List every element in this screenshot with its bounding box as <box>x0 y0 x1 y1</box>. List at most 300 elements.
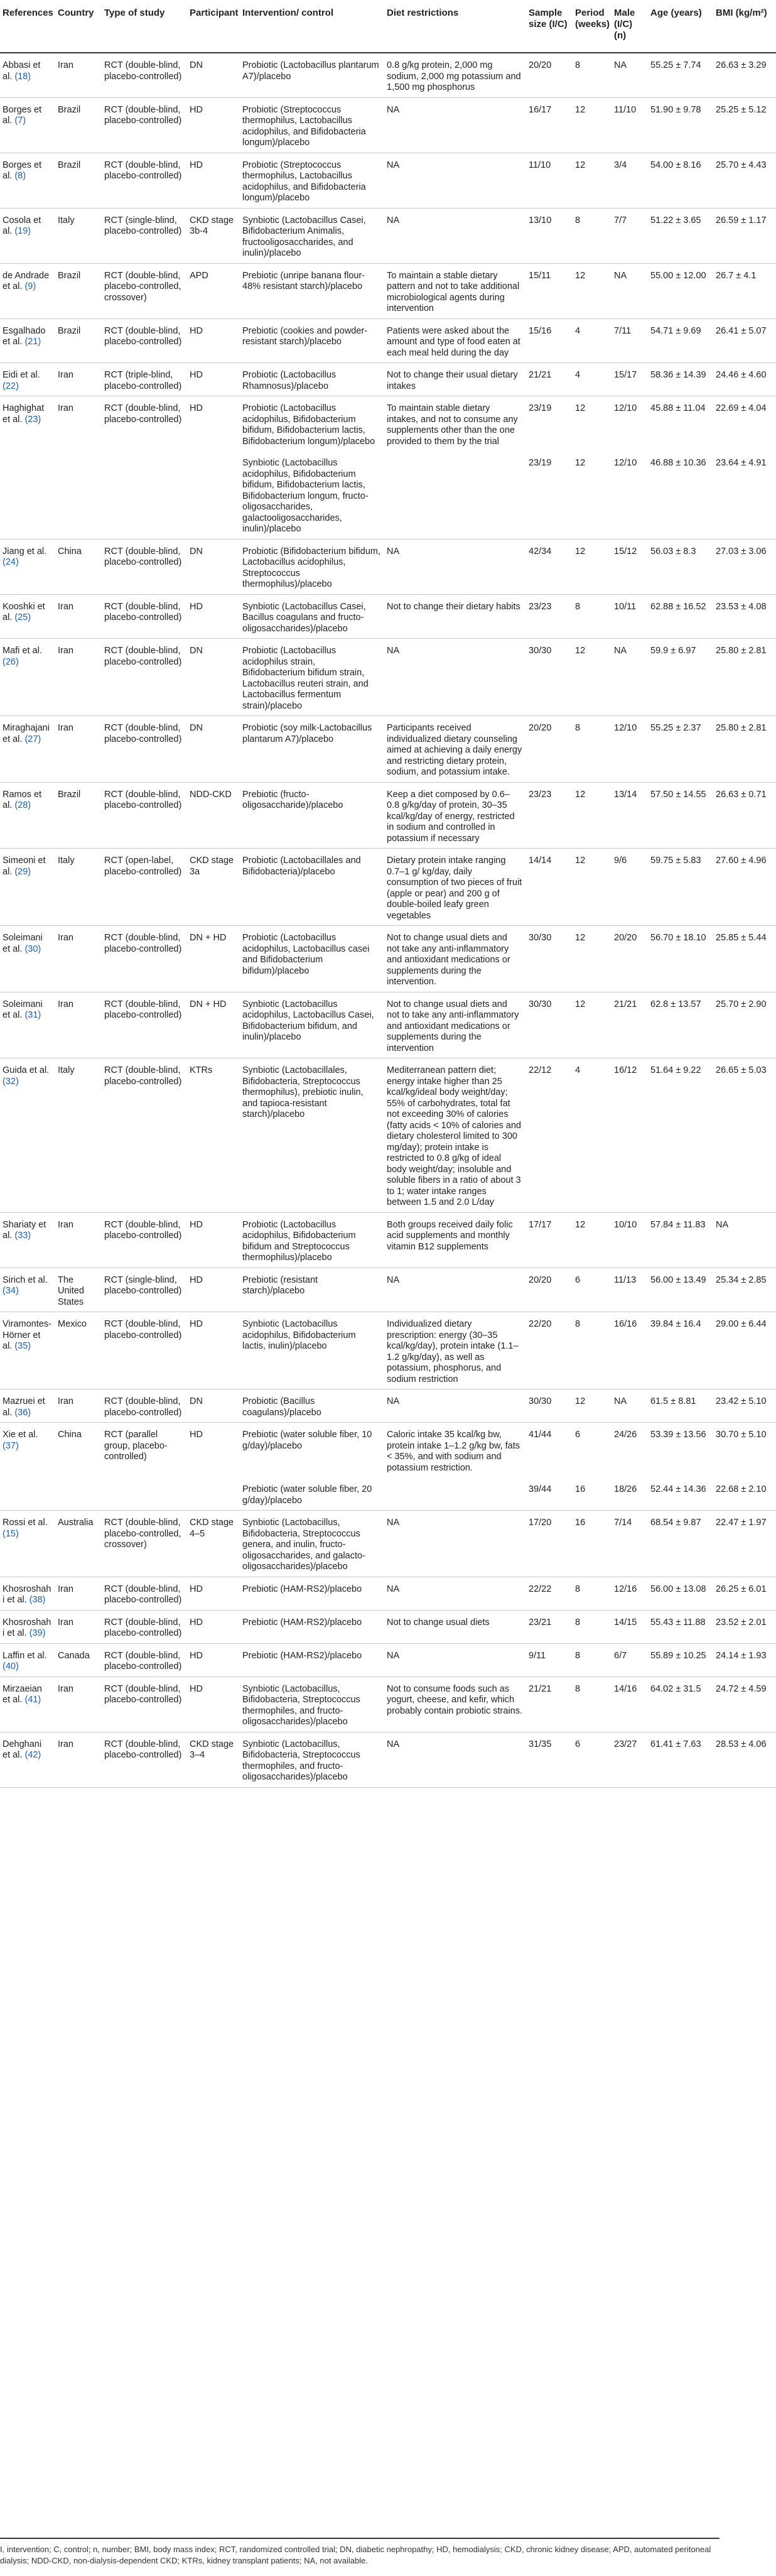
cell-sample-size: 39/44 <box>526 1477 573 1511</box>
cell-male: NA <box>612 639 648 716</box>
cell-male: 20/20 <box>612 926 648 992</box>
cell-intervention: Synbiotic (Lactobacillales, Bifidobacteria, Streptococcus thermophilus), prebiotic inulin, and tapioca-resistant starch)/placebo <box>240 1058 384 1213</box>
cell-sample-size: 20/20 <box>526 716 573 783</box>
reference-author: Esgalhado et al. <box>3 325 46 347</box>
cell-study-type: RCT (double-blind, placebo-controlled) <box>102 1732 187 1787</box>
cell-reference <box>0 363 55 396</box>
citation-link[interactable]: (9) <box>24 281 36 291</box>
cell-study-type: RCT (double-blind, placebo-controlled) <box>102 1643 187 1677</box>
cell-age: 61.41 ± 7.63 <box>648 1732 713 1787</box>
citation-link[interactable]: (18) <box>14 71 31 82</box>
cell-age: 56.03 ± 8.3 <box>648 539 713 594</box>
cell-period: 4 <box>573 318 612 363</box>
cell-bmi: 28.53 ± 4.06 <box>713 1732 776 1787</box>
table-row <box>0 1423 776 1478</box>
cell-intervention: Probiotic (Lactobacillus Rhamnosus)/placebo <box>240 363 384 396</box>
cell-study-type: RCT (double-blind, placebo-controlled, crossover) <box>102 263 187 318</box>
cell-reference <box>0 1312 55 1389</box>
cell-country: Italy <box>55 849 102 926</box>
reference-author: Abbasi et al. <box>3 60 41 82</box>
cell-participant: HD <box>187 363 240 396</box>
cell-study-type: RCT (parallel group, placebo-controlled) <box>104 1430 168 1462</box>
reference-author: Soleimani et al. <box>3 999 43 1020</box>
cell-study-type: RCT (double-blind, placebo-controlled) <box>102 153 187 208</box>
cell-study-type: RCT (double-blind, placebo-controlled) <box>102 1058 187 1213</box>
cell-diet: NA <box>384 1268 526 1312</box>
cell-diet: Participants received individualized dietary counseling aimed at achieving a daily energy and restricting dietary protein, sodium, and potassium intake. <box>384 716 526 783</box>
cell-study-type: RCT (double-blind, placebo-controlled) <box>102 539 187 594</box>
cell-sample-size: 11/10 <box>526 153 573 208</box>
cell-participant: KTRs <box>187 1058 240 1213</box>
cell-participant: CKD stage 3a <box>187 849 240 926</box>
cell-country: Brazil <box>55 782 102 849</box>
citation-link[interactable]: (38) <box>29 1595 46 1605</box>
cell-intervention: Prebiotic (HAM-RS2)/placebo <box>240 1577 384 1610</box>
cell-sample-size: 15/11 <box>526 263 573 318</box>
cell-participant: CKD stage 3–4 <box>187 1732 240 1787</box>
cell-country: Iran <box>55 1677 102 1732</box>
cell-reference <box>0 1643 55 1677</box>
cell-sample-size: 17/17 <box>526 1212 573 1268</box>
cell-male: 11/13 <box>612 1268 648 1312</box>
cell-diet <box>384 451 526 539</box>
cell-study-type: RCT (double-blind, placebo-controlled) <box>102 639 187 716</box>
citation-link[interactable]: (39) <box>29 1628 46 1638</box>
cell-study-type: RCT (double-blind, placebo-controlled) <box>102 1610 187 1643</box>
citation-link[interactable]: (19) <box>14 226 31 236</box>
cell-bmi: 22.47 ± 1.97 <box>713 1511 776 1577</box>
cell-intervention: Prebiotic (resistant starch)/placebo <box>240 1268 384 1312</box>
cell-study-type: RCT (double-blind, placebo-controlled) <box>102 926 187 992</box>
cell-diet: NA <box>384 639 526 716</box>
citation-link[interactable]: (29) <box>14 866 31 877</box>
cell-period: 12 <box>573 451 612 539</box>
citation-link[interactable]: (8) <box>14 171 26 181</box>
citation-link[interactable]: (42) <box>24 1750 41 1760</box>
cell-male: 7/7 <box>612 208 648 263</box>
cell-sample-size: 23/23 <box>526 782 573 849</box>
cell-country: Brazil <box>55 153 102 208</box>
cell-age: 62.8 ± 13.57 <box>648 992 713 1058</box>
cell-bmi: 25.34 ± 2.85 <box>713 1268 776 1312</box>
cell-age: 62.88 ± 16.52 <box>648 594 713 639</box>
reference-author: Viramontes-Hörner et al. <box>3 1319 51 1351</box>
citation-link[interactable]: (22) <box>3 381 19 391</box>
cell-bmi: 25.80 ± 2.81 <box>713 716 776 783</box>
cell-age: 61.5 ± 8.81 <box>648 1389 713 1423</box>
cell-age: 54.71 ± 9.69 <box>648 318 713 363</box>
cell-sample-size: 21/21 <box>526 363 573 396</box>
cell-male: NA <box>612 1389 648 1423</box>
table-row <box>0 1677 776 1732</box>
table-row <box>0 782 776 849</box>
reference-author: Ramos et al. <box>3 789 42 810</box>
cell-male: 18/26 <box>612 1477 648 1511</box>
cell-participant: HD <box>187 1610 240 1643</box>
cell-country: Brazil <box>55 263 102 318</box>
reference-author: Sirich et al. <box>3 1274 48 1285</box>
cell-intervention: Synbiotic (Lactobacillus, Bifidobacteria, Streptococcus thermophiles, and fructo-oligosaccharides)/placebo <box>240 1677 384 1732</box>
reference-author: Simeoni et al. <box>3 856 46 877</box>
table-row <box>0 716 776 783</box>
citation-link[interactable]: (30) <box>24 943 41 954</box>
cell-age: 51.90 ± 9.78 <box>648 97 713 153</box>
cell-study-type <box>102 451 187 539</box>
cell-country: Iran <box>55 926 102 992</box>
cell-sample-size: 17/20 <box>526 1511 573 1577</box>
cell-reference <box>0 97 55 153</box>
cell-intervention: Synbiotic (Lactobacillus Casei, Bacillus coagulans and fructo-oligosaccharides)/placebo <box>240 594 384 639</box>
cell-diet: NA <box>384 97 526 153</box>
cell-age: 64.02 ± 31.5 <box>648 1677 713 1732</box>
cell-age: 68.54 ± 9.87 <box>648 1511 713 1577</box>
cell-bmi: 25.85 ± 5.44 <box>713 926 776 992</box>
cell-period: 12 <box>573 539 612 594</box>
cell-reference <box>0 1577 55 1610</box>
table-row <box>0 363 776 396</box>
cell-reference <box>0 1389 55 1423</box>
cell-bmi: 25.70 ± 2.90 <box>713 992 776 1058</box>
cell-bmi: 23.42 ± 5.10 <box>713 1389 776 1423</box>
header-period: Period (weeks) <box>573 0 612 53</box>
table-row <box>0 318 776 363</box>
cell-age: 55.43 ± 11.88 <box>648 1610 713 1643</box>
citation-link[interactable]: (27) <box>24 734 41 744</box>
cell-diet <box>384 1477 526 1511</box>
cell-country: Brazil <box>55 97 102 153</box>
cell-study-type: RCT (double-blind, placebo-controlled) <box>102 1677 187 1732</box>
cell-male: 6/7 <box>612 1643 648 1677</box>
citation-link[interactable]: (24) <box>3 557 19 567</box>
cell-country: Mexico <box>55 1312 102 1389</box>
cell-diet: Not to change usual diets and not to take any anti-inflammatory and antioxidant medications or supplements during the intervention <box>384 992 526 1058</box>
cell-study-type: RCT (double-blind, placebo-controlled) <box>104 403 182 425</box>
cell-sample-size: 30/30 <box>526 926 573 992</box>
cell-bmi: 26.63 ± 3.29 <box>713 53 776 97</box>
cell-diet: Individualized dietary prescription: energy (30–35 kcal/kg/day), protein intake (1.1–1.2 g/kg/day), as well as potassium, phosphorus, and sodium restriction <box>384 1312 526 1389</box>
cell-age: 56.00 ± 13.08 <box>648 1577 713 1610</box>
cell-sample-size: 15/16 <box>526 318 573 363</box>
cell-sample-size: 23/23 <box>526 594 573 639</box>
cell-bmi: NA <box>713 1212 776 1268</box>
reference-author: de Andrade et al. <box>3 270 50 291</box>
cell-period: 8 <box>573 594 612 639</box>
cell-reference <box>0 396 55 452</box>
cell-age: 55.25 ± 2.37 <box>648 716 713 783</box>
citation-link[interactable]: (34) <box>3 1286 19 1296</box>
cell-sample-size: 21/21 <box>526 1677 573 1732</box>
table-row <box>0 926 776 992</box>
cell-study-type: RCT (double-blind, placebo-controlled) <box>102 782 187 849</box>
cell-reference <box>0 716 55 783</box>
reference-author: Mirzaeian et al. <box>3 1683 42 1705</box>
cell-bmi: 26.7 ± 4.1 <box>713 263 776 318</box>
header-age: Age (years) <box>648 0 713 53</box>
cell-reference <box>0 208 55 263</box>
cell-sample-size: 20/20 <box>526 1268 573 1312</box>
cell-age: 52.44 ± 14.36 <box>648 1477 713 1511</box>
cell-intervention: Probiotic (Lactobacillus acidophilus, Bifidobacterium bifidum, Bifidobacterium lactis, Bifidobacterium longum)/placebo <box>242 403 375 447</box>
cell-diet: NA <box>384 1732 526 1787</box>
cell-diet: Mediterranean pattern diet; energy intake higher than 25 kcal/kg/ideal body weight/day; 55% of carbohydrates, total fat not exceeding 30% of calories (fatty acids < 10% of calories and dietary cholesterol limited to 300 mg/day); protein intake is restricted to 0.8 g/kg of ideal body weight/day; insoluble and soluble fibers in a ratio of about 3 to 1; water intake ranges between 1.5 and 2.0 L/day <box>384 1058 526 1213</box>
cell-bmi: 24.14 ± 1.93 <box>713 1643 776 1677</box>
cell-participant: DN <box>187 1389 240 1423</box>
cell-period: 8 <box>573 1577 612 1610</box>
cell-diet: NA <box>384 208 526 263</box>
reference-author: Borges et al. <box>3 160 42 181</box>
cell-period: 8 <box>573 1643 612 1677</box>
cell-intervention: Probiotic (Bifidobacterium bifidum, Lactobacillus acidophilus, Streptococcus thermophilus)/placebo <box>240 539 384 594</box>
cell-reference <box>0 849 55 926</box>
cell-sample-size: 30/30 <box>526 1389 573 1423</box>
cell-diet: Both groups received daily folic acid supplements and monthly vitamin B12 supplements <box>384 1212 526 1268</box>
cell-diet: NA <box>384 153 526 208</box>
cell-male: 10/11 <box>612 594 648 639</box>
cell-bmi: 23.52 ± 2.01 <box>713 1610 776 1643</box>
cell-bmi: 26.65 ± 5.03 <box>713 1058 776 1213</box>
table-row <box>0 1389 776 1423</box>
cell-period: 16 <box>573 1511 612 1577</box>
citation-link[interactable]: (36) <box>14 1407 31 1418</box>
table-row <box>0 1212 776 1268</box>
cell-male: 7/11 <box>612 318 648 363</box>
citation-link[interactable]: (32) <box>3 1076 19 1087</box>
header-type-of-study: Type of study <box>102 0 187 53</box>
cell-sample-size: 30/30 <box>526 992 573 1058</box>
cell-intervention: Probiotic (Lactobacillus acidophilus, Bifidobacterium bifidum and Streptococcus thermophilus)/placebo <box>240 1212 384 1268</box>
cell-diet: Not to change their dietary habits <box>384 594 526 639</box>
cell-sample-size: 16/17 <box>526 97 573 153</box>
cell-sample-size: 22/20 <box>526 1312 573 1389</box>
reference-author: Khosroshahi et al. <box>3 1617 51 1638</box>
cell-age: 55.25 ± 7.74 <box>648 53 713 97</box>
table-row <box>0 1610 776 1643</box>
cell-participant: HD <box>187 594 240 639</box>
cell-country: Iran <box>55 594 102 639</box>
cell-bmi: 27.03 ± 3.06 <box>713 539 776 594</box>
citation-link[interactable]: (28) <box>14 800 31 810</box>
cell-age: 45.88 ± 11.04 <box>650 403 706 413</box>
cell-participant: DN + HD <box>187 926 240 992</box>
cell-study-type: RCT (double-blind, placebo-controlled) <box>102 1312 187 1389</box>
header-country: Country <box>55 0 102 53</box>
header-references: References <box>0 0 55 53</box>
cell-participant <box>187 451 240 539</box>
cell-period: 12 <box>573 992 612 1058</box>
table-row <box>0 992 776 1058</box>
citation-link[interactable]: (33) <box>14 1231 31 1241</box>
cell-period: 12 <box>573 639 612 716</box>
cell-study-type <box>102 1477 187 1511</box>
cell-period: 12 <box>575 403 586 413</box>
cell-country: Iran <box>55 1732 102 1787</box>
reference-author: Khosroshahi et al. <box>3 1584 51 1605</box>
cell-diet: NA <box>384 539 526 594</box>
cell-country: Iran <box>55 992 102 1058</box>
table-row <box>0 1577 776 1610</box>
cell-male: 16/16 <box>612 1312 648 1389</box>
cell-bmi: 30.70 ± 5.10 <box>716 1430 767 1440</box>
reference-author: Soleimani et al. <box>3 933 43 954</box>
cell-diet: NA <box>384 1389 526 1423</box>
cell-study-type: RCT (double-blind, placebo-controlled) <box>102 1212 187 1268</box>
cell-study-type: RCT (double-blind, placebo-controlled) <box>102 1389 187 1423</box>
cell-period: 4 <box>573 1058 612 1213</box>
cell-sample-size: 9/11 <box>526 1643 573 1677</box>
cell-male: 12/16 <box>612 1577 648 1610</box>
citation-link[interactable]: (35) <box>14 1341 31 1351</box>
cell-male: 11/10 <box>612 97 648 153</box>
cell-sample-size: 13/10 <box>526 208 573 263</box>
cell-intervention: Probiotic (Lactobacillus acidophilus, Lactobacillus casei and Bifidobacterium bifidum)/placebo <box>240 926 384 992</box>
cell-country <box>55 1477 102 1511</box>
table-row <box>0 97 776 153</box>
header-bmi: BMI (kg/m²) <box>713 0 776 53</box>
citation-link[interactable]: (21) <box>24 337 41 347</box>
cell-bmi: 24.46 ± 4.60 <box>713 363 776 396</box>
cell-reference <box>0 53 55 97</box>
cell-male: 12/10 <box>612 451 648 539</box>
cell-diet: NA <box>384 1577 526 1610</box>
cell-intervention: Prebiotic (cookies and powder-resistant starch)/placebo <box>240 318 384 363</box>
cell-bmi: 26.63 ± 0.71 <box>713 782 776 849</box>
cell-country: Iran <box>55 363 102 396</box>
cell-reference <box>0 1732 55 1787</box>
cell-period: 12 <box>573 263 612 318</box>
cell-reference <box>0 318 55 363</box>
cell-male: 23/27 <box>612 1732 648 1787</box>
cell-country: Italy <box>55 208 102 263</box>
cell-reference <box>0 1058 55 1213</box>
cell-age: 56.70 ± 18.10 <box>648 926 713 992</box>
cell-intervention: Probiotic (Lactobacillus acidophilus strain, Bifidobacterium bifidum strain, Lactobacillus reuteri strain, and Lactobacillus fermentum strain)/placebo <box>240 639 384 716</box>
cell-sample-size: 23/21 <box>526 1610 573 1643</box>
cell-diet: NA <box>384 1643 526 1677</box>
cell-bmi: 26.25 ± 6.01 <box>713 1577 776 1610</box>
cell-period: 12 <box>573 926 612 992</box>
cell-participant: HD <box>187 1268 240 1312</box>
cell-period: 4 <box>573 363 612 396</box>
cell-age: 55.89 ± 10.25 <box>648 1643 713 1677</box>
header-intervention: Intervention/ control <box>240 0 384 53</box>
cell-sample-size: 22/12 <box>526 1058 573 1213</box>
cell-bmi: 25.25 ± 5.12 <box>713 97 776 153</box>
table-body <box>0 53 776 1787</box>
reference-author: Dehghani et al. <box>3 1739 42 1760</box>
citation-link[interactable]: (15) <box>3 1528 19 1539</box>
cell-country: Italy <box>55 1058 102 1213</box>
cell-period: 8 <box>573 53 612 97</box>
cell-participant: CKD stage 4–5 <box>187 1511 240 1577</box>
cell-male: 15/17 <box>612 363 648 396</box>
citation-link[interactable]: (7) <box>14 116 26 126</box>
cell-sample-size: 23/19 <box>529 403 552 413</box>
cell-participant: HD <box>187 153 240 208</box>
cell-period: 8 <box>573 1312 612 1389</box>
cell-country: Canada <box>55 1643 102 1677</box>
cell-age: 57.84 ± 11.83 <box>648 1212 713 1268</box>
cell-intervention: Prebiotic (fructo-oligosaccharide)/placebo <box>240 782 384 849</box>
cell-study-type: RCT (double-blind, placebo-controlled) <box>102 716 187 783</box>
cell-participant: DN <box>187 716 240 783</box>
cell-reference <box>0 639 55 716</box>
cell-bmi: 23.64 ± 4.91 <box>713 451 776 539</box>
citation-link[interactable]: (26) <box>3 656 19 667</box>
cell-age: 54.00 ± 8.16 <box>648 153 713 208</box>
cell-intervention: Synbiotic (Lactobacillus, Bifidobacteria, Streptococcus thermophiles, and fructo-oligosaccharides)/placebo <box>240 1732 384 1787</box>
reference-author: Eidi et al. <box>3 370 40 380</box>
cell-participant: APD <box>187 263 240 318</box>
cell-study-type: RCT (double-blind, placebo-controlled, crossover) <box>102 1511 187 1577</box>
reference-author: Kooshki et al. <box>3 601 45 622</box>
reference-author: Miraghajani et al. <box>3 723 50 744</box>
cell-period: 6 <box>573 1732 612 1787</box>
cell-reference <box>0 992 55 1058</box>
citation-link[interactable]: (31) <box>24 1010 41 1020</box>
cell-sample-size: 31/35 <box>526 1732 573 1787</box>
cell-sample-size: 22/22 <box>526 1577 573 1610</box>
table-footnote: I, intervention; C, control; n, number; BMI, body mass index; RCT, randomized controlled trial; DN, diabetic nephropathy; HD, hemodialysis; CKD, chronic kidney disease; APD, automated peritoneal dialysis; NDD-CKD, non-dialysis-dependent CKD; KTRs, kidney transplant patients; NA, not available. <box>0 2538 719 2567</box>
cell-participant: DN <box>187 639 240 716</box>
cell-period: 8 <box>573 1610 612 1643</box>
cell-sample-size: 20/20 <box>526 53 573 97</box>
cell-country: Iran <box>58 403 73 413</box>
cell-country: Iran <box>55 1212 102 1268</box>
citation-link[interactable]: (41) <box>24 1695 41 1705</box>
cell-country <box>55 451 102 539</box>
cell-male: 14/16 <box>612 1677 648 1732</box>
cell-male: 15/12 <box>612 539 648 594</box>
reference-author: Mafi et al. <box>3 646 42 656</box>
cell-intervention: Probiotic (Bacillus coagulans)/placebo <box>240 1389 384 1423</box>
cell-period: 12 <box>573 849 612 926</box>
cell-bmi: 22.69 ± 4.04 <box>716 403 767 413</box>
citation-link[interactable]: (40) <box>3 1661 19 1671</box>
citation-link[interactable]: (37) <box>3 1440 19 1451</box>
table-header-row <box>0 0 776 53</box>
cell-study-type: RCT (double-blind, placebo-controlled) <box>102 992 187 1058</box>
citation-link[interactable]: (23) <box>24 414 41 425</box>
cell-sample-size: 30/30 <box>526 639 573 716</box>
table-row <box>0 1477 776 1511</box>
cell-age: 58.36 ± 14.39 <box>648 363 713 396</box>
cell-age: 59.75 ± 5.83 <box>648 849 713 926</box>
citation-link[interactable]: (25) <box>14 612 31 622</box>
cell-diet: To maintain a stable dietary pattern and not to take additional microbiological agents during intervention <box>384 263 526 318</box>
cell-country: Australia <box>55 1511 102 1577</box>
cell-period: 12 <box>573 1389 612 1423</box>
table-row <box>0 1268 776 1312</box>
cell-male: NA <box>612 53 648 97</box>
cell-intervention: Probiotic (Lactobacillus plantarum A7)/placebo <box>240 53 384 97</box>
cell-bmi: 29.00 ± 6.44 <box>713 1312 776 1389</box>
cell-participant: HD <box>187 97 240 153</box>
cell-reference <box>0 926 55 992</box>
cell-male: 21/21 <box>612 992 648 1058</box>
cell-reference <box>0 1212 55 1268</box>
cell-reference <box>0 153 55 208</box>
cell-study-type: RCT (double-blind, placebo-controlled) <box>102 594 187 639</box>
table-row <box>0 1732 776 1787</box>
cell-period: 8 <box>573 716 612 783</box>
cell-age: 46.88 ± 10.36 <box>648 451 713 539</box>
cell-intervention: Prebiotic (water soluble fiber, 20 g/day)/placebo <box>240 1477 384 1511</box>
cell-bmi: 26.59 ± 1.17 <box>713 208 776 263</box>
reference-author: Mazruei et al. <box>3 1396 45 1418</box>
cell-participant: HD <box>187 1212 240 1268</box>
cell-bmi: 27.60 ± 4.96 <box>713 849 776 926</box>
cell-study-type: RCT (triple-blind, placebo-controlled) <box>102 363 187 396</box>
